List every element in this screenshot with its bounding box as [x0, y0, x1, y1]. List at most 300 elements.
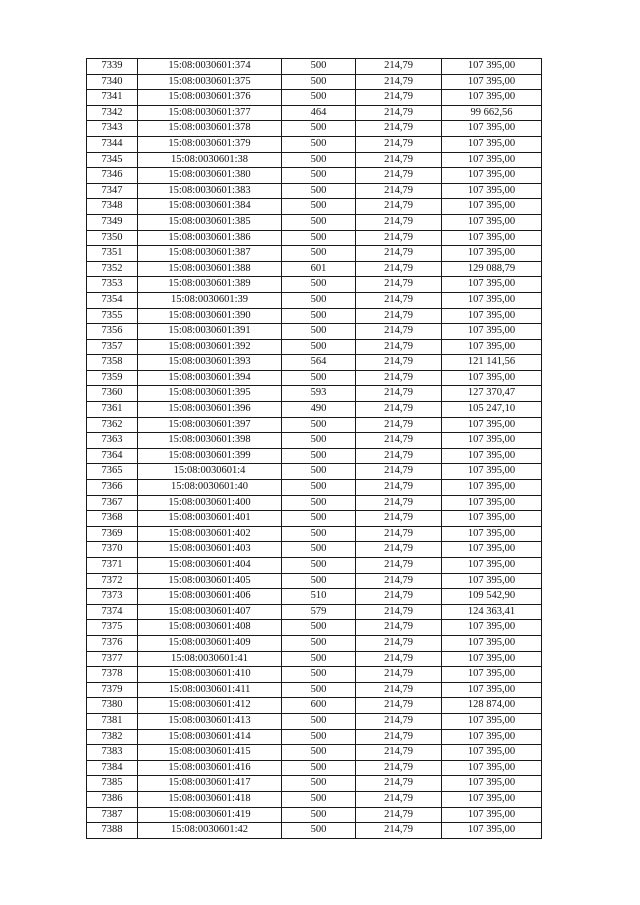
row-number-cell: 7366: [87, 480, 138, 496]
area-cell: 500: [282, 292, 356, 308]
rate-cell: 214,79: [356, 604, 442, 620]
cadastral-number-cell: 15:08:0030601:390: [138, 308, 282, 324]
cadastral-number-cell: 15:08:0030601:39: [138, 292, 282, 308]
rate-cell: 214,79: [356, 651, 442, 667]
area-cell: 601: [282, 261, 356, 277]
area-cell: 500: [282, 464, 356, 480]
cadastral-number-cell: 15:08:0030601:377: [138, 105, 282, 121]
row-number-cell: 7349: [87, 214, 138, 230]
rate-cell: 214,79: [356, 121, 442, 137]
rate-cell: 214,79: [356, 370, 442, 386]
cadastral-number-cell: 15:08:0030601:401: [138, 511, 282, 527]
area-cell: 500: [282, 121, 356, 137]
cadastral-number-cell: 15:08:0030601:404: [138, 558, 282, 574]
table-row: [87, 74, 542, 90]
table-row: [87, 635, 542, 651]
amount-cell: 127 370,47: [442, 386, 542, 402]
row-number-cell: 7383: [87, 745, 138, 761]
cadastral-number-cell: 15:08:0030601:395: [138, 386, 282, 402]
row-number-cell: 7341: [87, 90, 138, 106]
rate-cell: 214,79: [356, 292, 442, 308]
table-row: [87, 136, 542, 152]
rate-cell: 214,79: [356, 246, 442, 262]
cadastral-number-cell: 15:08:0030601:408: [138, 620, 282, 636]
area-cell: 500: [282, 651, 356, 667]
table-row: [87, 168, 542, 184]
area-cell: 500: [282, 74, 356, 90]
cadastral-number-cell: 15:08:0030601:397: [138, 417, 282, 433]
rate-cell: 214,79: [356, 417, 442, 433]
row-number-cell: 7346: [87, 168, 138, 184]
rate-cell: 214,79: [356, 807, 442, 823]
amount-cell: 107 395,00: [442, 682, 542, 698]
area-cell: 500: [282, 152, 356, 168]
table-row: [87, 433, 542, 449]
table-row: [87, 698, 542, 714]
cadastral-number-cell: 15:08:0030601:384: [138, 199, 282, 215]
area-cell: 593: [282, 386, 356, 402]
amount-cell: 107 395,00: [442, 199, 542, 215]
row-number-cell: 7350: [87, 230, 138, 246]
amount-cell: 107 395,00: [442, 635, 542, 651]
amount-cell: 129 088,79: [442, 261, 542, 277]
rate-cell: 214,79: [356, 635, 442, 651]
cadastral-number-cell: 15:08:0030601:386: [138, 230, 282, 246]
row-number-cell: 7340: [87, 74, 138, 90]
amount-cell: 107 395,00: [442, 480, 542, 496]
row-number-cell: 7356: [87, 324, 138, 340]
table-row: [87, 807, 542, 823]
amount-cell: 107 395,00: [442, 558, 542, 574]
area-cell: 500: [282, 558, 356, 574]
rate-cell: 214,79: [356, 729, 442, 745]
area-cell: 500: [282, 168, 356, 184]
cadastral-number-cell: 15:08:0030601:411: [138, 682, 282, 698]
cadastral-number-cell: 15:08:0030601:410: [138, 667, 282, 683]
amount-cell: 107 395,00: [442, 277, 542, 293]
area-cell: 500: [282, 635, 356, 651]
table-row: [87, 308, 542, 324]
cadastral-number-cell: 15:08:0030601:376: [138, 90, 282, 106]
table-row: [87, 729, 542, 745]
area-cell: 500: [282, 214, 356, 230]
cadastral-number-cell: 15:08:0030601:41: [138, 651, 282, 667]
row-number-cell: 7367: [87, 495, 138, 511]
rate-cell: 214,79: [356, 74, 442, 90]
table-row: [87, 448, 542, 464]
row-number-cell: 7359: [87, 370, 138, 386]
table-row: [87, 713, 542, 729]
amount-cell: 107 395,00: [442, 230, 542, 246]
amount-cell: 107 395,00: [442, 246, 542, 262]
rate-cell: 214,79: [356, 589, 442, 605]
area-cell: 500: [282, 495, 356, 511]
amount-cell: 107 395,00: [442, 620, 542, 636]
table-row: [87, 417, 542, 433]
cadastral-number-cell: 15:08:0030601:389: [138, 277, 282, 293]
rate-cell: 214,79: [356, 152, 442, 168]
rate-cell: 214,79: [356, 261, 442, 277]
row-number-cell: 7378: [87, 667, 138, 683]
table-row: [87, 760, 542, 776]
cadastral-number-cell: 15:08:0030601:40: [138, 480, 282, 496]
rate-cell: 214,79: [356, 698, 442, 714]
amount-cell: 121 141,56: [442, 355, 542, 371]
area-cell: 500: [282, 573, 356, 589]
table-row: [87, 745, 542, 761]
rate-cell: 214,79: [356, 214, 442, 230]
cadastral-number-cell: 15:08:0030601:409: [138, 635, 282, 651]
cadastral-number-cell: 15:08:0030601:387: [138, 246, 282, 262]
amount-cell: 107 395,00: [442, 324, 542, 340]
area-cell: 500: [282, 745, 356, 761]
amount-cell: 107 395,00: [442, 168, 542, 184]
rate-cell: 214,79: [356, 433, 442, 449]
rate-cell: 214,79: [356, 277, 442, 293]
cadastral-number-cell: 15:08:0030601:38: [138, 152, 282, 168]
row-number-cell: 7388: [87, 823, 138, 839]
area-cell: 500: [282, 823, 356, 839]
row-number-cell: 7344: [87, 136, 138, 152]
table-row: [87, 386, 542, 402]
rate-cell: 214,79: [356, 199, 442, 215]
table-row: [87, 355, 542, 371]
cadastral-number-cell: 15:08:0030601:374: [138, 59, 282, 75]
row-number-cell: 7342: [87, 105, 138, 121]
amount-cell: 128 874,00: [442, 698, 542, 714]
amount-cell: 107 395,00: [442, 292, 542, 308]
row-number-cell: 7368: [87, 511, 138, 527]
area-cell: 500: [282, 667, 356, 683]
rate-cell: 214,79: [356, 105, 442, 121]
amount-cell: 107 395,00: [442, 667, 542, 683]
table-body: [87, 59, 542, 839]
area-cell: 500: [282, 791, 356, 807]
rate-cell: 214,79: [356, 386, 442, 402]
row-number-cell: 7384: [87, 760, 138, 776]
row-number-cell: 7347: [87, 183, 138, 199]
cadastral-number-cell: 15:08:0030601:417: [138, 776, 282, 792]
rate-cell: 214,79: [356, 136, 442, 152]
area-cell: 500: [282, 620, 356, 636]
rate-cell: 214,79: [356, 90, 442, 106]
cadastral-number-cell: 15:08:0030601:402: [138, 526, 282, 542]
row-number-cell: 7352: [87, 261, 138, 277]
table-row: [87, 246, 542, 262]
cadastral-number-cell: 15:08:0030601:400: [138, 495, 282, 511]
row-number-cell: 7379: [87, 682, 138, 698]
row-number-cell: 7377: [87, 651, 138, 667]
area-cell: 500: [282, 324, 356, 340]
row-number-cell: 7339: [87, 59, 138, 75]
cadastral-number-cell: 15:08:0030601:396: [138, 402, 282, 418]
cadastral-number-cell: 15:08:0030601:405: [138, 573, 282, 589]
rate-cell: 214,79: [356, 183, 442, 199]
amount-cell: 107 395,00: [442, 308, 542, 324]
area-cell: 490: [282, 402, 356, 418]
table-row: [87, 402, 542, 418]
amount-cell: 107 395,00: [442, 651, 542, 667]
row-number-cell: 7373: [87, 589, 138, 605]
cadastral-number-cell: 15:08:0030601:418: [138, 791, 282, 807]
row-number-cell: 7387: [87, 807, 138, 823]
row-number-cell: 7364: [87, 448, 138, 464]
cadastral-number-cell: 15:08:0030601:403: [138, 542, 282, 558]
table-row: [87, 526, 542, 542]
row-number-cell: 7363: [87, 433, 138, 449]
area-cell: 579: [282, 604, 356, 620]
rate-cell: 214,79: [356, 713, 442, 729]
cadastral-number-cell: 15:08:0030601:414: [138, 729, 282, 745]
table-row: [87, 199, 542, 215]
row-number-cell: 7357: [87, 339, 138, 355]
amount-cell: 105 247,10: [442, 402, 542, 418]
table-row: [87, 59, 542, 75]
amount-cell: 107 395,00: [442, 713, 542, 729]
row-number-cell: 7358: [87, 355, 138, 371]
area-cell: 500: [282, 713, 356, 729]
area-cell: 564: [282, 355, 356, 371]
amount-cell: 107 395,00: [442, 495, 542, 511]
area-cell: 510: [282, 589, 356, 605]
amount-cell: 107 395,00: [442, 542, 542, 558]
table-row: [87, 558, 542, 574]
row-number-cell: 7386: [87, 791, 138, 807]
area-cell: 500: [282, 308, 356, 324]
area-cell: 500: [282, 433, 356, 449]
rate-cell: 214,79: [356, 464, 442, 480]
rate-cell: 214,79: [356, 308, 442, 324]
amount-cell: 124 363,41: [442, 604, 542, 620]
table-row: [87, 480, 542, 496]
table-row: [87, 121, 542, 137]
cadastral-number-cell: 15:08:0030601:415: [138, 745, 282, 761]
amount-cell: 107 395,00: [442, 573, 542, 589]
row-number-cell: 7381: [87, 713, 138, 729]
area-cell: 464: [282, 105, 356, 121]
row-number-cell: 7360: [87, 386, 138, 402]
area-cell: 500: [282, 246, 356, 262]
rate-cell: 214,79: [356, 620, 442, 636]
rate-cell: 214,79: [356, 511, 442, 527]
area-cell: 500: [282, 90, 356, 106]
cadastral-number-cell: 15:08:0030601:375: [138, 74, 282, 90]
table-row: [87, 682, 542, 698]
table-row: [87, 183, 542, 199]
row-number-cell: 7343: [87, 121, 138, 137]
row-number-cell: 7351: [87, 246, 138, 262]
table-row: [87, 292, 542, 308]
amount-cell: 107 395,00: [442, 807, 542, 823]
row-number-cell: 7345: [87, 152, 138, 168]
cadastral-number-cell: 15:08:0030601:378: [138, 121, 282, 137]
cadastral-number-cell: 15:08:0030601:392: [138, 339, 282, 355]
area-cell: 500: [282, 417, 356, 433]
rate-cell: 214,79: [356, 558, 442, 574]
cadastral-number-cell: 15:08:0030601:388: [138, 261, 282, 277]
row-number-cell: 7355: [87, 308, 138, 324]
cadastral-number-cell: 15:08:0030601:393: [138, 355, 282, 371]
cadastral-number-cell: 15:08:0030601:399: [138, 448, 282, 464]
row-number-cell: 7382: [87, 729, 138, 745]
row-number-cell: 7385: [87, 776, 138, 792]
rate-cell: 214,79: [356, 339, 442, 355]
area-cell: 500: [282, 339, 356, 355]
rate-cell: 214,79: [356, 324, 442, 340]
amount-cell: 107 395,00: [442, 59, 542, 75]
cadastral-number-cell: 15:08:0030601:385: [138, 214, 282, 230]
area-cell: 500: [282, 480, 356, 496]
row-number-cell: 7376: [87, 635, 138, 651]
cadastral-number-cell: 15:08:0030601:380: [138, 168, 282, 184]
amount-cell: 107 395,00: [442, 729, 542, 745]
amount-cell: 107 395,00: [442, 370, 542, 386]
amount-cell: 107 395,00: [442, 760, 542, 776]
amount-cell: 107 395,00: [442, 90, 542, 106]
amount-cell: 107 395,00: [442, 791, 542, 807]
area-cell: 500: [282, 183, 356, 199]
data-table: [86, 58, 542, 839]
cadastral-number-cell: 15:08:0030601:412: [138, 698, 282, 714]
cadastral-number-cell: 15:08:0030601:407: [138, 604, 282, 620]
cadastral-number-cell: 15:08:0030601:413: [138, 713, 282, 729]
amount-cell: 107 395,00: [442, 121, 542, 137]
table-row: [87, 370, 542, 386]
rate-cell: 214,79: [356, 667, 442, 683]
row-number-cell: 7375: [87, 620, 138, 636]
row-number-cell: 7380: [87, 698, 138, 714]
row-number-cell: 7353: [87, 277, 138, 293]
area-cell: 500: [282, 277, 356, 293]
area-cell: 500: [282, 682, 356, 698]
rate-cell: 214,79: [356, 495, 442, 511]
rate-cell: 214,79: [356, 760, 442, 776]
cadastral-number-cell: 15:08:0030601:391: [138, 324, 282, 340]
cadastral-number-cell: 15:08:0030601:416: [138, 760, 282, 776]
table-row: [87, 90, 542, 106]
rate-cell: 214,79: [356, 776, 442, 792]
cadastral-number-cell: 15:08:0030601:406: [138, 589, 282, 605]
table-row: [87, 324, 542, 340]
area-cell: 500: [282, 542, 356, 558]
area-cell: 500: [282, 776, 356, 792]
amount-cell: 107 395,00: [442, 433, 542, 449]
rate-cell: 214,79: [356, 402, 442, 418]
table-row: [87, 651, 542, 667]
rate-cell: 214,79: [356, 526, 442, 542]
rate-cell: 214,79: [356, 573, 442, 589]
table-row: [87, 261, 542, 277]
area-cell: 500: [282, 511, 356, 527]
amount-cell: 107 395,00: [442, 136, 542, 152]
rate-cell: 214,79: [356, 230, 442, 246]
area-cell: 500: [282, 136, 356, 152]
table-row: [87, 604, 542, 620]
area-cell: 500: [282, 729, 356, 745]
table-row: [87, 667, 542, 683]
cadastral-number-cell: 15:08:0030601:379: [138, 136, 282, 152]
row-number-cell: 7354: [87, 292, 138, 308]
amount-cell: 107 395,00: [442, 339, 542, 355]
area-cell: 500: [282, 807, 356, 823]
rate-cell: 214,79: [356, 355, 442, 371]
table-row: [87, 152, 542, 168]
row-number-cell: 7348: [87, 199, 138, 215]
table-row: [87, 339, 542, 355]
row-number-cell: 7362: [87, 417, 138, 433]
amount-cell: 107 395,00: [442, 526, 542, 542]
area-cell: 500: [282, 448, 356, 464]
area-cell: 600: [282, 698, 356, 714]
amount-cell: 107 395,00: [442, 448, 542, 464]
rate-cell: 214,79: [356, 682, 442, 698]
table-row: [87, 776, 542, 792]
row-number-cell: 7365: [87, 464, 138, 480]
area-cell: 500: [282, 59, 356, 75]
cadastral-number-cell: 15:08:0030601:419: [138, 807, 282, 823]
area-cell: 500: [282, 199, 356, 215]
amount-cell: 107 395,00: [442, 152, 542, 168]
table-row: [87, 589, 542, 605]
cadastral-number-cell: 15:08:0030601:42: [138, 823, 282, 839]
table-row: [87, 495, 542, 511]
amount-cell: 109 542,90: [442, 589, 542, 605]
amount-cell: 107 395,00: [442, 183, 542, 199]
cadastral-number-cell: 15:08:0030601:383: [138, 183, 282, 199]
amount-cell: 99 662,56: [442, 105, 542, 121]
area-cell: 500: [282, 230, 356, 246]
amount-cell: 107 395,00: [442, 464, 542, 480]
area-cell: 500: [282, 526, 356, 542]
rate-cell: 214,79: [356, 168, 442, 184]
rate-cell: 214,79: [356, 542, 442, 558]
row-number-cell: 7361: [87, 402, 138, 418]
cadastral-number-cell: 15:08:0030601:394: [138, 370, 282, 386]
amount-cell: 107 395,00: [442, 745, 542, 761]
table-row: [87, 620, 542, 636]
amount-cell: 107 395,00: [442, 776, 542, 792]
amount-cell: 107 395,00: [442, 511, 542, 527]
row-number-cell: 7371: [87, 558, 138, 574]
rate-cell: 214,79: [356, 823, 442, 839]
table-row: [87, 464, 542, 480]
amount-cell: 107 395,00: [442, 417, 542, 433]
table-row: [87, 791, 542, 807]
cadastral-number-cell: 15:08:0030601:398: [138, 433, 282, 449]
table-row: [87, 230, 542, 246]
table-row: [87, 542, 542, 558]
rate-cell: 214,79: [356, 59, 442, 75]
rate-cell: 214,79: [356, 791, 442, 807]
rate-cell: 214,79: [356, 480, 442, 496]
amount-cell: 107 395,00: [442, 74, 542, 90]
area-cell: 500: [282, 370, 356, 386]
table-row: [87, 105, 542, 121]
row-number-cell: 7372: [87, 573, 138, 589]
rate-cell: 214,79: [356, 448, 442, 464]
table-row: [87, 511, 542, 527]
table-row: [87, 823, 542, 839]
area-cell: 500: [282, 760, 356, 776]
row-number-cell: 7374: [87, 604, 138, 620]
table-row: [87, 214, 542, 230]
cadastral-number-cell: 15:08:0030601:4: [138, 464, 282, 480]
row-number-cell: 7370: [87, 542, 138, 558]
rate-cell: 214,79: [356, 745, 442, 761]
amount-cell: 107 395,00: [442, 823, 542, 839]
table-row: [87, 277, 542, 293]
row-number-cell: 7369: [87, 526, 138, 542]
